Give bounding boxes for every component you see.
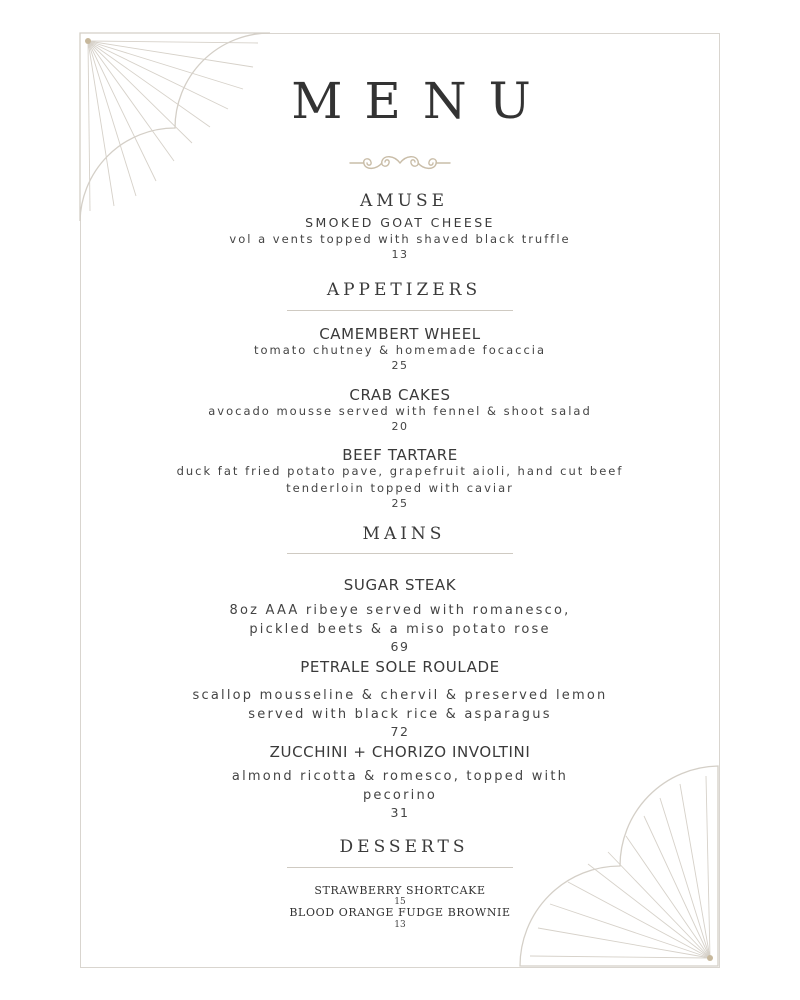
dessert-name: STRAWBERRY SHORTCAKE (314, 884, 486, 897)
item-price: 13 (391, 248, 409, 261)
section-heading-desserts: DESSERTS (339, 837, 469, 857)
dessert-price: 13 (394, 920, 406, 930)
item-name: PETRALE SOLE ROULADE (300, 658, 500, 676)
section-divider (287, 867, 513, 868)
item-price: 31 (390, 805, 410, 820)
item-price: 72 (390, 724, 410, 739)
item-name: CAMEMBERT WHEEL (319, 325, 481, 343)
item-description-line: 8oz AAA ribeye served with romanesco, (229, 603, 571, 618)
item-price: 25 (391, 497, 409, 510)
section-heading-mains: MAINS (362, 524, 446, 544)
item-description: avocado mousse served with fennel & shoot salad (208, 404, 592, 418)
item-description-line: scallop mousseline & chervil & preserved lemon (192, 688, 608, 703)
item-description-line: tenderloin topped with caviar (286, 481, 514, 495)
item-price: 69 (390, 639, 410, 654)
item-description-line: served with black rice & asparagus (248, 707, 552, 722)
dessert-price: 15 (394, 897, 406, 907)
menu-title: MENU (291, 72, 553, 130)
item-name: BEEF TARTARE (342, 446, 458, 464)
item-description-line: pickled beets & a miso potato rose (249, 622, 551, 637)
section-heading-appetizers: APPETIZERS (326, 280, 482, 300)
item-name: ZUCCHINI + CHORIZO INVOLTINI (269, 743, 531, 761)
item-description: vol a vents topped with shaved black truffle (229, 232, 571, 246)
section-heading-amuse: AMUSE (359, 191, 449, 211)
section-divider (287, 310, 513, 311)
item-name: SMOKED GOAT CHEESE (305, 215, 495, 230)
item-description-line: duck fat fried potato pave, grapefruit aioli, hand cut beef (176, 464, 624, 478)
item-description-line: almond ricotta & romesco, topped with (231, 769, 569, 784)
item-price: 25 (391, 359, 409, 372)
item-name: SUGAR STEAK (343, 576, 457, 594)
scroll-flourish-icon (346, 152, 454, 174)
dessert-name: BLOOD ORANGE FUDGE BROWNIE (289, 906, 511, 919)
section-divider (287, 553, 513, 554)
item-description-line: pecorino (362, 788, 438, 803)
item-description: tomato chutney & homemade focaccia (253, 343, 547, 357)
item-name: CRAB CAKES (349, 386, 451, 404)
item-price: 20 (391, 420, 409, 433)
